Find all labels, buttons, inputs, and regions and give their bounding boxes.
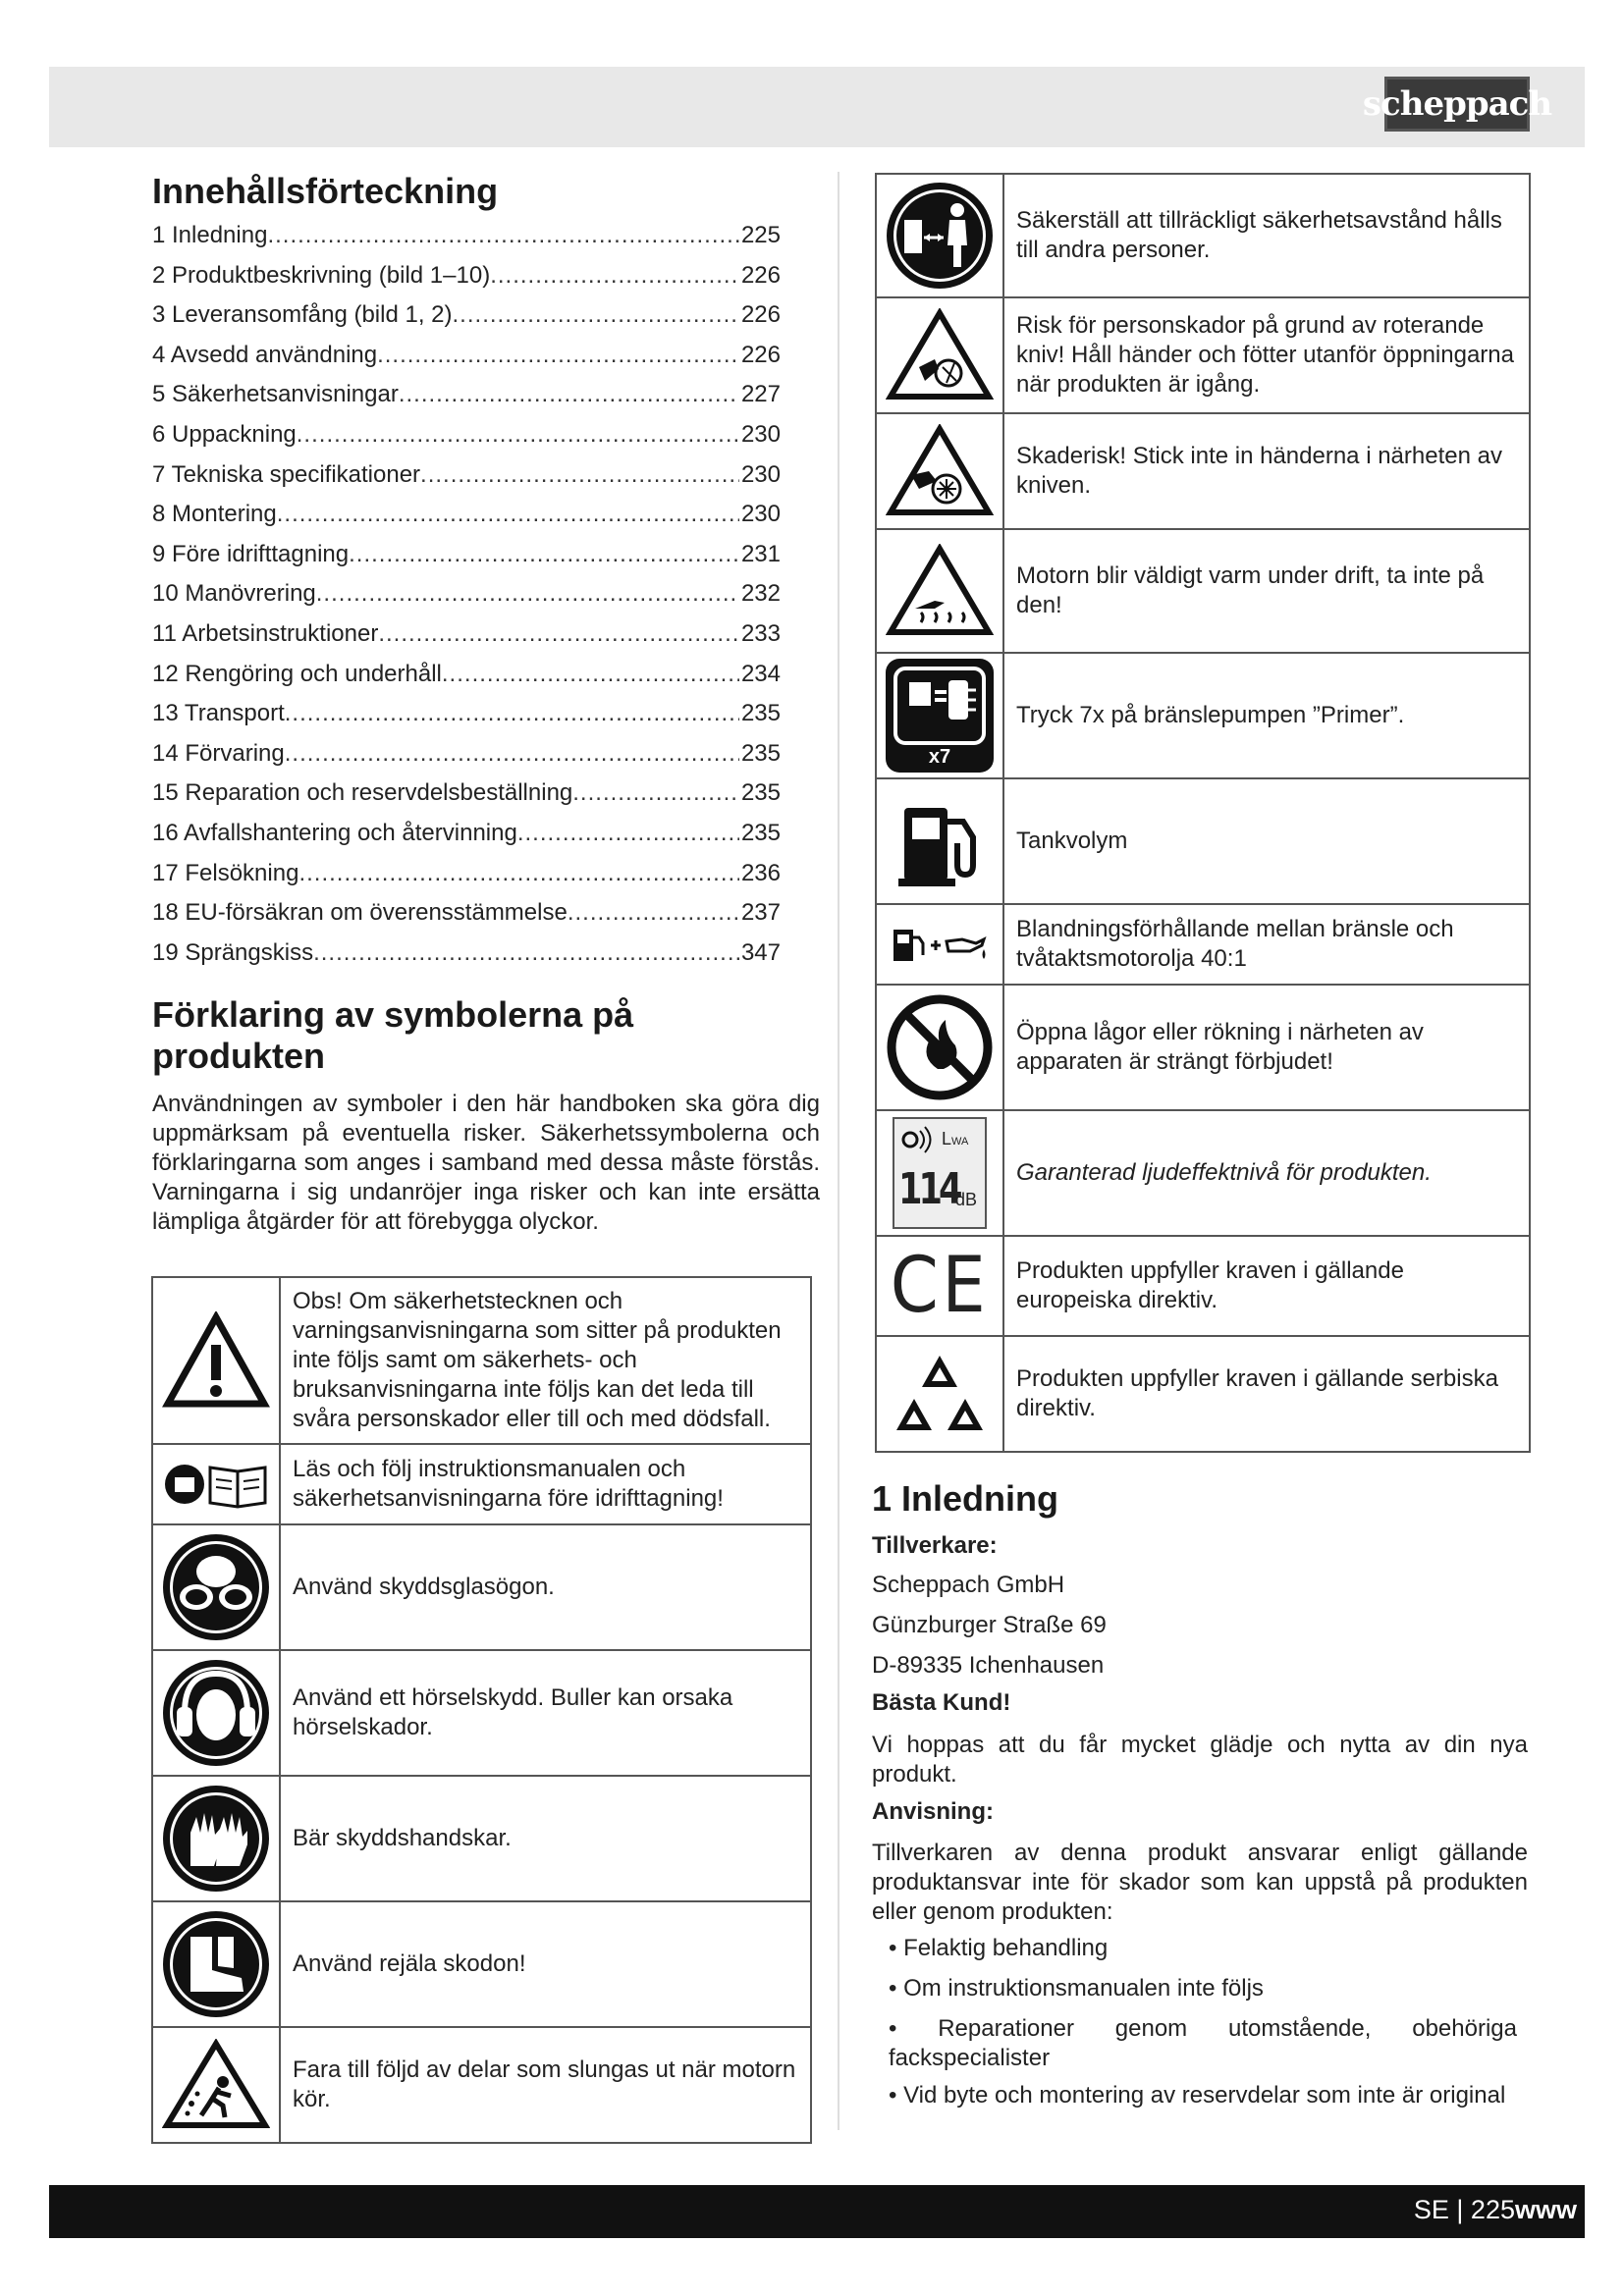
toc-item — [152, 820, 781, 860]
symbols-title-line1: Förklaring av symbolerna på — [152, 994, 634, 1035]
symbol-text: Säkerställ att tillräckligt säkerhetsavstånd hålls till andra personer. — [1003, 174, 1530, 297]
toc-item-page: 231 — [740, 540, 781, 567]
toc-item — [152, 661, 781, 701]
symbol-row — [876, 1336, 1530, 1452]
safety-distance-icon — [876, 174, 1003, 297]
toc-leader-dots — [490, 262, 739, 290]
fuel-pump-icon — [876, 778, 1003, 904]
toc-item-label: 11 Arbetsinstruktioner — [152, 619, 379, 647]
symbol-text: Skaderisk! Stick inte in händerna i närheten av kniven. — [1003, 413, 1530, 529]
toc-item-page: 236 — [740, 859, 781, 886]
symbol-text: Garanterad ljudeffektnivå för produkten. — [1003, 1110, 1530, 1236]
right-symbol-table — [875, 173, 1531, 1453]
toc-leader-dots — [572, 779, 739, 807]
toc-item-label: 7 Tekniska specifikationer — [152, 460, 421, 488]
primer-count-label: x7 — [928, 746, 951, 768]
toc-item-label: 2 Produktbeskrivning (bild 1–10) — [152, 261, 491, 289]
toc-item-label: 5 Säkerhetsanvisningar — [152, 381, 399, 408]
toc-item-label: 10 Manövrering — [152, 580, 316, 608]
toc-item-page: 235 — [740, 819, 781, 846]
manufacturer-name: Scheppach GmbH — [872, 1572, 1065, 1598]
intro-title: 1 Inledning — [872, 1478, 1059, 1519]
symbol-text: Obs! Om säkerhetstecknen och varningsanvisningarna som sitter på produkten inte följs samt om säkerhets- och bruksanvisningarna inte följs kan det leda till svåra personskador eller till och med dödsfall. — [280, 1277, 811, 1444]
toc-item — [152, 580, 781, 620]
toc-item-label: 9 Före idrifttagning — [152, 540, 350, 567]
hot-surface-icon — [876, 529, 1003, 653]
symbol-row — [876, 1110, 1530, 1236]
symbol-text: Tryck 7x på bränslepumpen ”Primer”. — [1003, 653, 1530, 778]
toc-item — [152, 620, 781, 661]
toc-item-page: 227 — [740, 381, 781, 408]
symbol-row — [876, 1236, 1530, 1336]
hand-cut-icon — [876, 413, 1003, 529]
toc-item-label: 18 EU-försäkran om överensstämmelse — [152, 899, 568, 927]
toc-item — [152, 779, 781, 820]
toc-item-page: 230 — [740, 420, 781, 448]
toc-leader-dots — [316, 580, 739, 608]
toc-item-label: 12 Rengöring och underhåll — [152, 660, 442, 687]
ce-mark-icon — [876, 1236, 1003, 1336]
toc-item-page: 235 — [740, 739, 781, 767]
toc-leader-dots — [378, 620, 739, 648]
symbol-text: Produkten uppfyller kraven i gällande europeiska direktiv. — [1003, 1236, 1530, 1336]
toc-item-label: 4 Avsedd användning — [152, 341, 378, 368]
toc-leader-dots — [517, 820, 739, 847]
symbol-row — [152, 2027, 811, 2143]
symbol-text: Tankvolym — [1003, 778, 1530, 904]
left-symbol-table — [151, 1276, 812, 2144]
symbol-row — [876, 174, 1530, 297]
page-number: SE | 225www — [1413, 2195, 1577, 2224]
toc-item — [152, 262, 781, 302]
read-manual-icon — [152, 1444, 280, 1524]
toc-leader-dots — [313, 939, 739, 967]
sound-level-label: LWA — [942, 1129, 969, 1148]
symbol-text: Öppna lågor eller rökning i närheten av apparaten är strängt förbjudet! — [1003, 985, 1530, 1110]
gloves-icon — [152, 1776, 280, 1901]
no-fire-icon — [876, 985, 1003, 1110]
toc-item — [152, 939, 781, 980]
toc-item — [152, 700, 781, 740]
symbol-row — [876, 985, 1530, 1110]
symbol-row — [152, 1650, 811, 1776]
toc-leader-dots — [377, 342, 739, 369]
symbol-text: Blandningsförhållande mellan bränsle och tvåtaktsmotorolja 40:1 — [1003, 904, 1530, 985]
toc-leader-dots — [297, 421, 739, 449]
toc-item — [152, 461, 781, 502]
sound-level-value: 114 — [898, 1164, 959, 1214]
symbol-row — [152, 1776, 811, 1901]
toc-item — [152, 222, 781, 262]
toc-item — [152, 501, 781, 541]
safety-boots-icon — [152, 1901, 280, 2027]
brand-logo: scheppach — [1384, 77, 1530, 132]
toc-item-page: 237 — [740, 899, 781, 927]
symbols-title-line2: produkten — [152, 1036, 325, 1076]
symbol-text: Använd rejäla skodon! — [280, 1901, 811, 2027]
serbian-conformity-icon — [876, 1336, 1003, 1452]
symbol-row — [876, 529, 1530, 653]
toc-item — [152, 860, 781, 900]
symbol-text: Läs och följ instruktionsmanualen och säkerhetsanvisningarna före idrifttagning! — [280, 1444, 811, 1524]
safety-glasses-icon — [152, 1524, 280, 1650]
toc-item-label: 14 Förvaring — [152, 739, 285, 767]
toc-item — [152, 740, 781, 780]
symbol-row — [152, 1901, 811, 2027]
symbol-text: Använd ett hörselskydd. Buller kan orsaka hörselskador. — [280, 1650, 811, 1776]
column-divider — [838, 172, 839, 2130]
toc-item-page: 226 — [740, 341, 781, 368]
toc-item-page: 235 — [740, 779, 781, 807]
symbol-text: Risk för personskador på grund av roterande kniv! Håll händer och fötter utanför öppningarna när produkten är igång. — [1003, 297, 1530, 413]
toc-item-label: 3 Leveransomfång (bild 1, 2) — [152, 301, 453, 329]
toc-item-page: 226 — [740, 261, 781, 289]
symbol-row — [876, 778, 1530, 904]
toc-item-label: 17 Felsökning — [152, 859, 299, 886]
primer-icon — [876, 653, 1003, 778]
bullet-item: • Felaktig behandling — [889, 1935, 1109, 1961]
symbol-text: Fara till följd av delar som slungas ut när motorn kör. — [280, 2027, 811, 2143]
symbol-row — [876, 413, 1530, 529]
symbol-text: Använd skyddsglasögon. — [280, 1524, 811, 1650]
manufacturer-street: Günzburger Straße 69 — [872, 1612, 1107, 1638]
toc-leader-dots — [285, 700, 739, 727]
toc-leader-dots — [277, 501, 739, 528]
toc-item-page: 235 — [740, 700, 781, 727]
toc-item — [152, 301, 781, 342]
sound-level-unit: dB — [955, 1190, 978, 1209]
toc-item — [152, 381, 781, 421]
symbols-intro: Användningen av symboler i den här handboken ska göra dig uppmärksam på eventuella risker. Säkerhetssymbolerna och förklaringarna som anges i samband med dessa måste förstås. Varningarna i sig undanröjer inga risker och kan inte ersätta lämpliga åtgärder för att förebygga olyckor. — [152, 1091, 820, 1235]
toc-item-page: 347 — [740, 938, 781, 966]
toc-item-label: 13 Transport — [152, 700, 285, 727]
rotating-blade-icon — [876, 297, 1003, 413]
toc-item-label: 19 Sprängskiss — [152, 938, 314, 966]
toc-item — [152, 899, 781, 939]
symbol-row — [876, 904, 1530, 985]
footer-bar — [49, 2185, 1585, 2238]
warning-triangle-icon — [152, 1277, 280, 1444]
symbol-text: Motorn blir väldigt varm under drift, ta inte på den! — [1003, 529, 1530, 653]
manufacturer-label: Tillverkare: — [872, 1532, 998, 1559]
toc-item-page: 234 — [740, 660, 781, 687]
symbols-title — [152, 994, 633, 1077]
toc-item — [152, 342, 781, 382]
symbol-row — [152, 1524, 811, 1650]
toc-item-label: 8 Montering — [152, 501, 277, 528]
toc-list — [152, 222, 781, 979]
bullet-item: • Om instruktionsmanualen inte följs — [889, 1975, 1264, 2002]
symbol-text: Produkten uppfyller kraven i gällande serbiska direktiv. — [1003, 1336, 1530, 1452]
fuel-oil-mix-icon — [876, 904, 1003, 985]
note-text: Tillverkaren av denna produkt ansvarar enligt gällande produktansvar inte för skador som kan uppstå på produkten eller genom produkten: — [872, 1840, 1528, 1925]
symbol-row — [152, 1277, 811, 1444]
toc-item-label: 1 Inledning — [152, 222, 268, 248]
ear-protection-icon — [152, 1650, 280, 1776]
note-label: Anvisning: — [872, 1798, 994, 1825]
symbol-row — [876, 653, 1530, 778]
toc-item-label: 6 Uppackning — [152, 420, 297, 448]
symbol-text: Bär skyddshandskar. — [280, 1776, 811, 1901]
toc-item — [152, 541, 781, 581]
toc-leader-dots — [349, 541, 739, 568]
toc-leader-dots — [420, 461, 739, 489]
toc-item-page: 226 — [740, 301, 781, 329]
toc-title: Innehållsförteckning — [152, 171, 499, 211]
header-bar — [49, 67, 1585, 147]
symbol-row — [152, 1444, 811, 1524]
flying-parts-icon — [152, 2027, 280, 2143]
toc-leader-dots — [285, 740, 739, 768]
toc-item-page: 225 — [740, 222, 781, 248]
toc-leader-dots — [298, 860, 739, 887]
toc-item-page: 232 — [740, 580, 781, 608]
toc-item — [152, 421, 781, 461]
ce-mark-label: CE — [890, 1242, 990, 1330]
toc-item-label: 16 Avfallshantering och återvinning — [152, 819, 517, 846]
toc-item-page: 233 — [740, 619, 781, 647]
toc-item-label: 15 Reparation och reservdelsbeställning — [152, 779, 573, 807]
greeting-label: Bästa Kund! — [872, 1689, 1011, 1716]
symbol-row — [876, 297, 1530, 413]
greeting-text: Vi hoppas att du får mycket glädje och nytta av din nya produkt. — [872, 1732, 1528, 1788]
bullet-item: • Vid byte och montering av reservdelar som inte är original — [889, 2082, 1506, 2109]
toc-leader-dots — [442, 661, 739, 688]
toc-item-page: 230 — [740, 501, 781, 528]
toc-item-page: 230 — [740, 460, 781, 488]
toc-leader-dots — [453, 301, 739, 329]
toc-leader-dots — [568, 899, 739, 927]
manufacturer-city: D-89335 Ichenhausen — [872, 1652, 1105, 1679]
sound-power-icon — [876, 1110, 1003, 1236]
toc-leader-dots — [267, 222, 739, 249]
bullet-item: • Reparationer genom utomstående, obehöriga fackspecialister — [889, 2015, 1517, 2071]
toc-leader-dots — [399, 381, 739, 408]
